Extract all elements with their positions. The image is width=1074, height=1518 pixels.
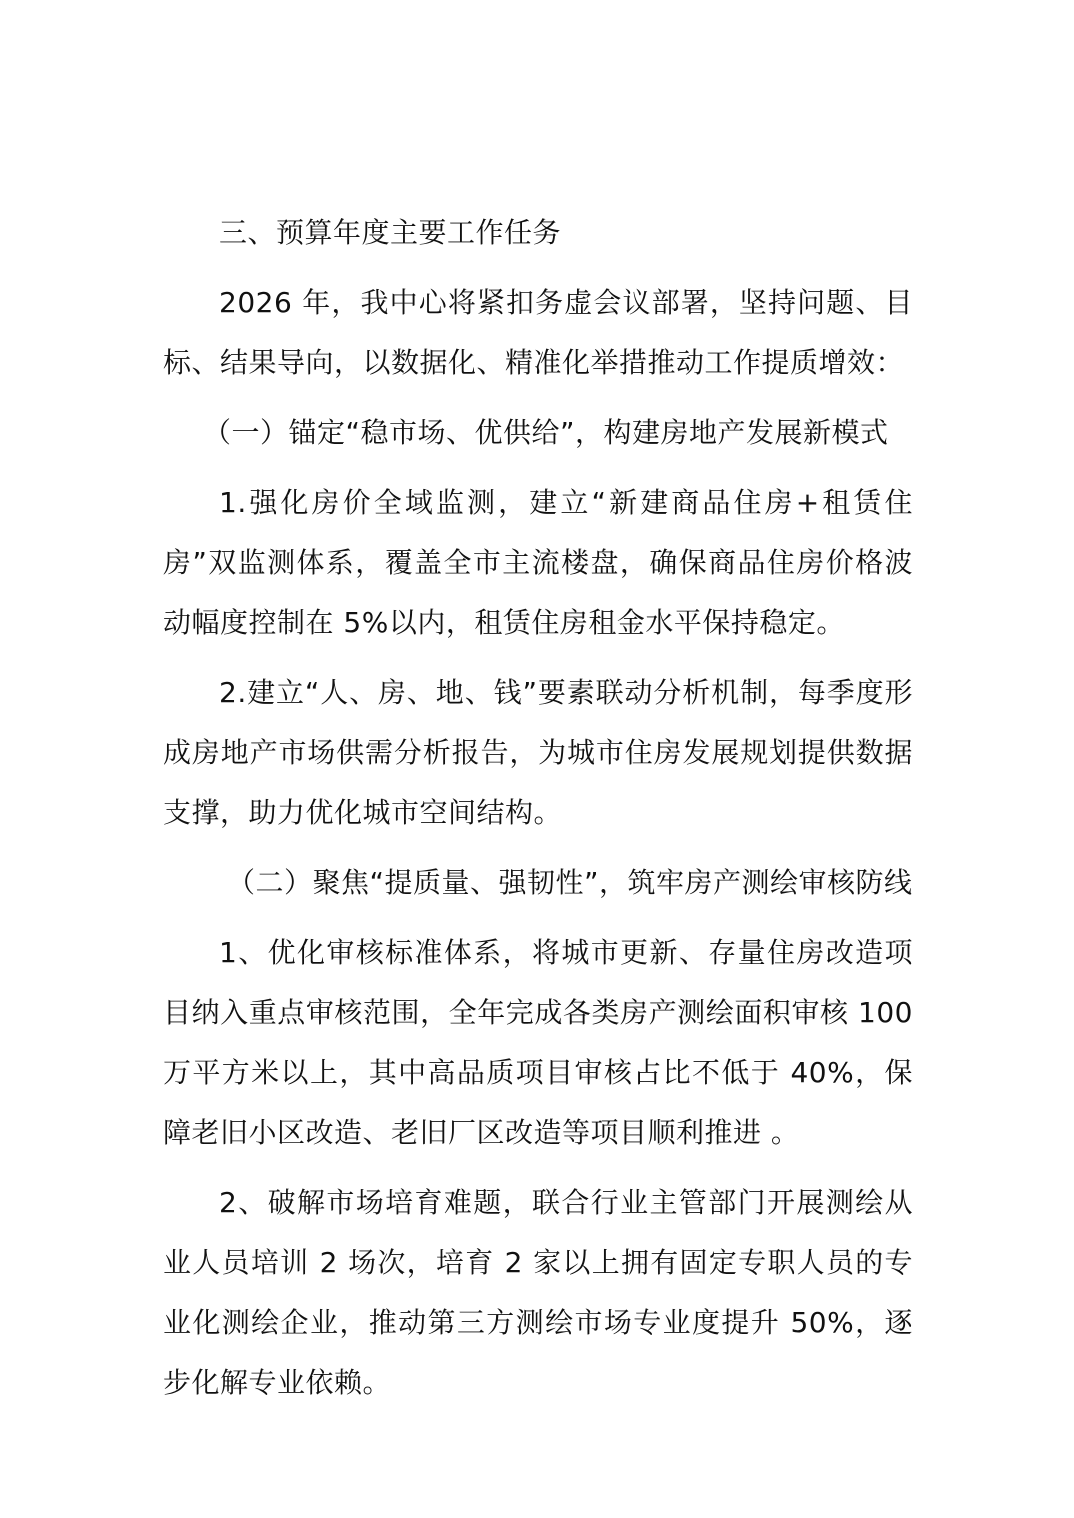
subsection-1-item-1: 1.强化房价全域监测，建立“新建商品住房+租赁住房”双监测体系，覆盖全市主流楼盘，确保商品住房价格波动幅度控制在 5%以内，租赁住房租金水平保持稳定。 [163,486,913,639]
intro-paragraph: 2026 年，我中心将紧扣务虚会议部署，坚持问题、目标、结果导向，以数据化、精准化举措推动工作提质增效： [163,286,913,379]
subsection-2-item-2: 2、破解市场培育难题，联合行业主管部门开展测绘从业人员培训 2 场次，培育 2 家以上拥有固定专职人员的专业化测绘企业，推动第三方测绘市场专业度提升 50%，逐步化解专业依赖。 [163,1186,913,1399]
subsection-1-title: （一）锚定“稳市场、优供给”，构建房地产发展新模式 [203,416,889,449]
subsection-1-item-2: 2.建立“人、房、地、钱”要素联动分析机制，每季度形成房地产市场供需分析报告，为城市住房发展规划提供数据支撑，助力优化城市空间结构。 [163,676,913,829]
document-body [163,203,913,1413]
section-title: 三、预算年度主要工作任务 [219,216,562,249]
subsection-2-title: （二）聚焦“提质量、强韧性”，筑牢房产测绘审核防线 [227,866,913,899]
subsection-2-item-1: 1、优化审核标准体系，将城市更新、存量住房改造项目纳入重点审核范围，全年完成各类房产测绘面积审核 100 万平方米以上，其中高品质项目审核占比不低于 40%，保障老旧小区改造、老旧厂区改造等项目顺利推进 。 [163,936,913,1149]
